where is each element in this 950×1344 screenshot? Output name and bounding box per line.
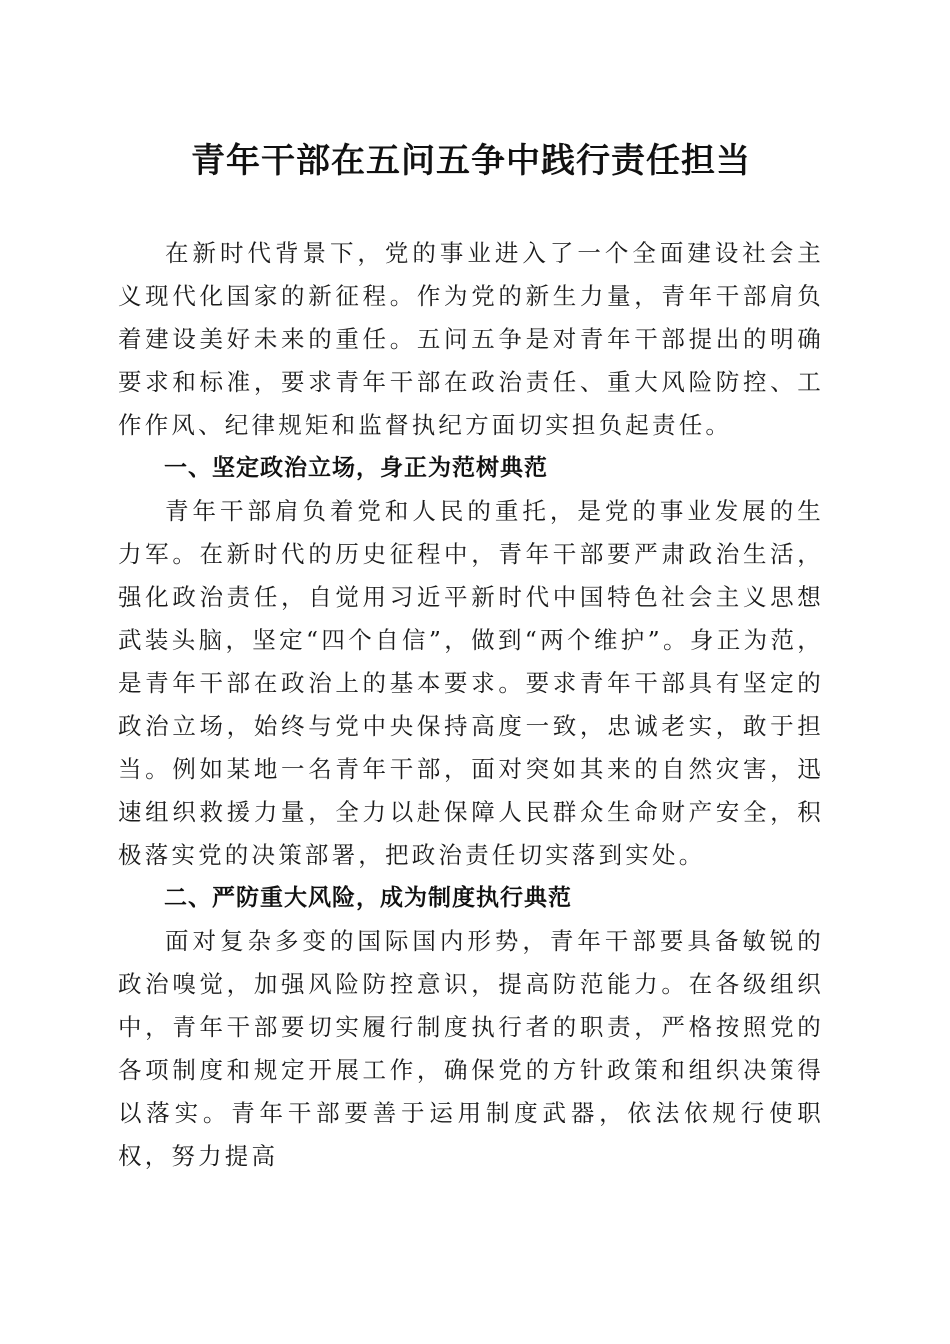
- section-heading-1: 一、坚定政治立场，身正为范树典范: [164, 455, 548, 481]
- section-heading-2: 二、严防重大风险，成为制度执行典范: [164, 885, 572, 911]
- document-body: [118, 232, 824, 1178]
- document-title: 青年干部在五问五争中践行责任担当: [191, 141, 751, 181]
- intro-paragraph: 在新时代背景下，党的事业进入了一个全面建设社会主义现代化国家的新征程。作为党的新生力量，青年干部肩负着建设美好未来的重任。五问五争是对青年干部提出的明确要求和标准，要求青年干部在政治责任、重大风险防控、工作作风、纪律规矩和监督执纪方面切实担负起责任。: [118, 239, 824, 439]
- section-paragraph-2: 面对复杂多变的国际国内形势，青年干部要具备敏锐的政治嗅觉，加强风险防控意识，提高防范能力。在各级组织中，青年干部要切实履行制度执行者的职责，严格按照党的各项制度和规定开展工作，确保党的方针政策和组织决策得以落实。青年干部要善于运用制度武器，依法依规行使职权，努力提高: [118, 927, 824, 1170]
- section-paragraph-1: 青年干部肩负着党和人民的重托，是党的事业发展的生力军。在新时代的历史征程中，青年干部要严肃政治生活，强化政治责任，自觉用习近平新时代中国特色社会主义思想武装头脑，坚定“四个自信”，做到“两个维护”。身正为范，是青年干部在政治上的基本要求。要求青年干部具有坚定的政治立场，始终与党中央保持高度一致，忠诚老实，敢于担当。例如某地一名青年干部，面对突如其来的自然灾害，迅速组织救援力量，全力以赴保障人民群众生命财产安全，积极落实党的决策部署，把政治责任切实落到实处。: [118, 497, 824, 869]
